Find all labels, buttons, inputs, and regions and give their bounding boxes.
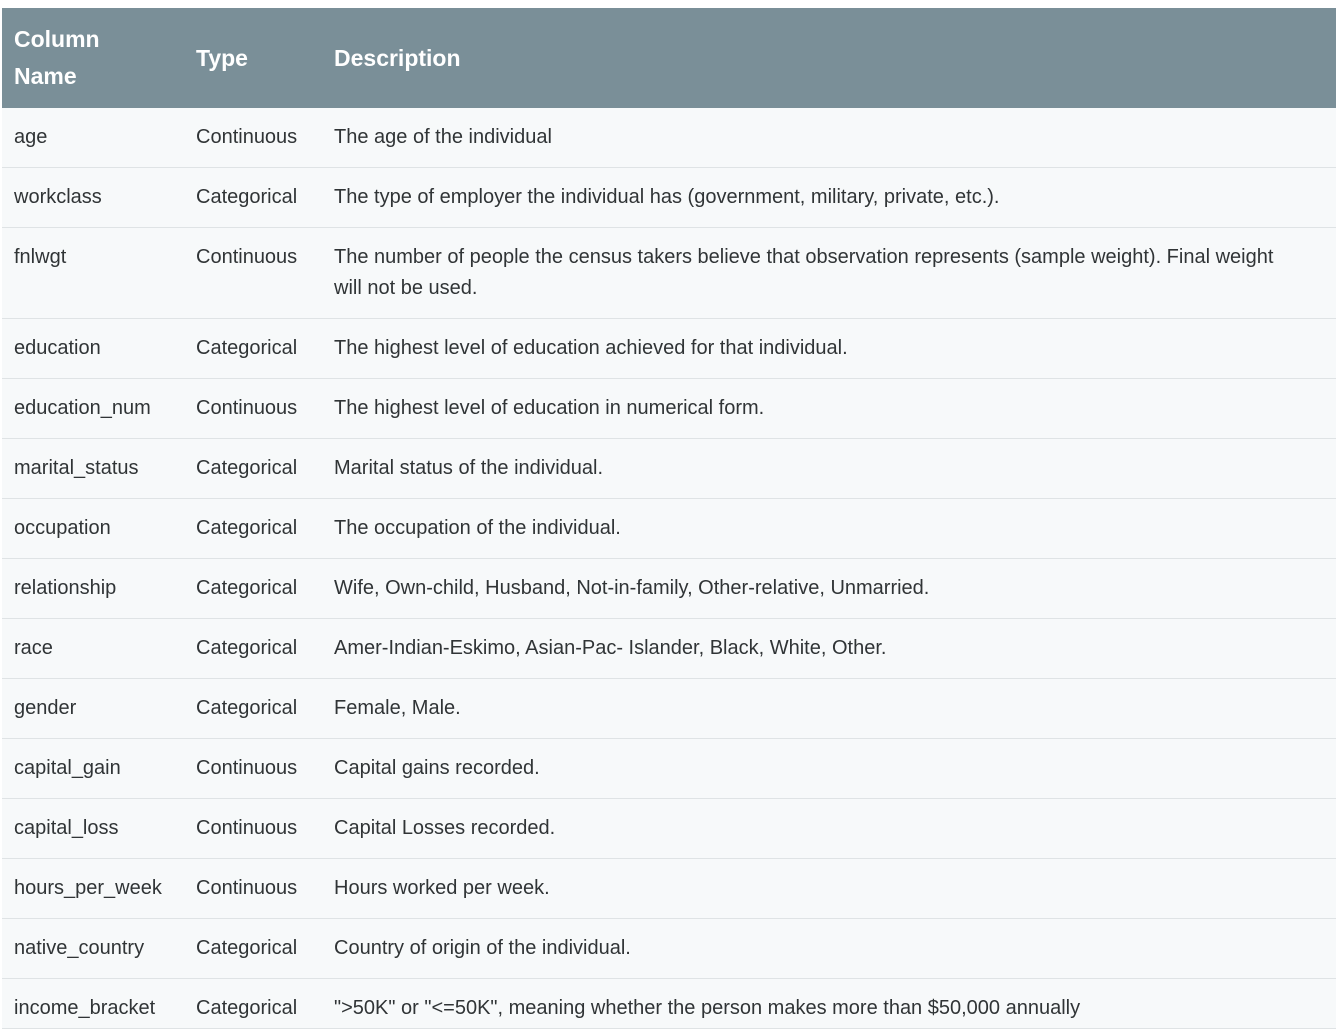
cell-column-name: native_country bbox=[14, 937, 145, 959]
census-columns-table bbox=[2, 8, 1336, 1029]
cell-description: Female, Male. bbox=[334, 697, 461, 719]
cell-column-name: marital_status bbox=[14, 457, 139, 479]
cell-description: The highest level of education achieved for that individual. bbox=[334, 337, 848, 359]
cell-type: Continuous bbox=[196, 246, 298, 268]
cell-description: The age of the individual bbox=[334, 126, 552, 148]
cell-column-name: fnlwgt bbox=[14, 246, 67, 268]
cell-description: Marital status of the individual. bbox=[334, 457, 604, 479]
table-row bbox=[2, 499, 1336, 559]
table-row bbox=[2, 799, 1336, 859]
table-body bbox=[2, 108, 1336, 1029]
cell-column-name: capital_loss bbox=[14, 817, 119, 839]
cell-type: Categorical bbox=[196, 577, 298, 599]
table-row bbox=[2, 168, 1336, 228]
cell-type: Categorical bbox=[196, 517, 298, 539]
table-row bbox=[2, 379, 1336, 439]
cell-description: Capital gains recorded. bbox=[334, 757, 540, 779]
cell-type: Categorical bbox=[196, 457, 298, 479]
cell-column-name: education_num bbox=[14, 397, 151, 419]
cell-column-name: age bbox=[14, 126, 48, 148]
table-row bbox=[2, 679, 1336, 739]
cell-type: Categorical bbox=[196, 637, 298, 659]
cell-column-name: workclass bbox=[14, 186, 102, 208]
header-description: Description bbox=[334, 44, 461, 71]
cell-description: Capital Losses recorded. bbox=[334, 817, 556, 839]
cell-type: Categorical bbox=[196, 937, 298, 959]
cell-column-name: hours_per_week bbox=[14, 877, 162, 899]
cell-type: Continuous bbox=[196, 817, 298, 839]
cell-column-name: race bbox=[14, 637, 53, 659]
cell-description: Country of origin of the individual. bbox=[334, 937, 631, 959]
table-row bbox=[2, 619, 1336, 679]
cell-type: Continuous bbox=[196, 126, 298, 148]
table-row bbox=[2, 319, 1336, 379]
table-row bbox=[2, 228, 1336, 319]
cell-description: Wife, Own-child, Husband, Not-in-family, Other-relative, Unmarried. bbox=[334, 577, 930, 599]
cell-description: The highest level of education in numerical form. bbox=[334, 397, 765, 419]
cell-column-name: capital_gain bbox=[14, 757, 121, 779]
cell-column-name: relationship bbox=[14, 577, 117, 599]
cell-column-name: education bbox=[14, 337, 101, 359]
cell-type: Continuous bbox=[196, 397, 298, 419]
cell-type: Categorical bbox=[196, 337, 298, 359]
cell-type: Continuous bbox=[196, 757, 298, 779]
cell-description: ">50K" or "<=50K", meaning whether the person makes more than $50,000 annually bbox=[334, 997, 1081, 1019]
header-type: Type bbox=[196, 44, 248, 71]
cell-column-name: income_bracket bbox=[14, 997, 156, 1019]
cell-type: Categorical bbox=[196, 186, 298, 208]
table-row bbox=[2, 859, 1336, 919]
table-row bbox=[2, 108, 1336, 168]
table-header-row bbox=[2, 8, 1336, 108]
cell-description: Amer-Indian-Eskimo, Asian-Pac- Islander, Black, White, Other. bbox=[334, 637, 887, 659]
cell-description: The number of people the census takers believe that observation represents (sample weight). Final weight will not be used. bbox=[334, 246, 1274, 299]
table-row bbox=[2, 439, 1336, 499]
header-column-name: Column Name bbox=[14, 26, 100, 89]
table-header bbox=[2, 8, 1336, 108]
cell-description: Hours worked per week. bbox=[334, 877, 550, 899]
table-row bbox=[2, 979, 1336, 1029]
cell-column-name: gender bbox=[14, 697, 77, 719]
table-row bbox=[2, 739, 1336, 799]
cell-type: Categorical bbox=[196, 997, 298, 1019]
cell-type: Continuous bbox=[196, 877, 298, 899]
cell-type: Categorical bbox=[196, 697, 298, 719]
cell-description: The occupation of the individual. bbox=[334, 517, 621, 539]
table-row bbox=[2, 919, 1336, 979]
cell-description: The type of employer the individual has (government, military, private, etc.). bbox=[334, 186, 1000, 208]
cell-column-name: occupation bbox=[14, 517, 111, 539]
census-columns-table-container bbox=[2, 8, 1336, 1019]
table-row bbox=[2, 559, 1336, 619]
